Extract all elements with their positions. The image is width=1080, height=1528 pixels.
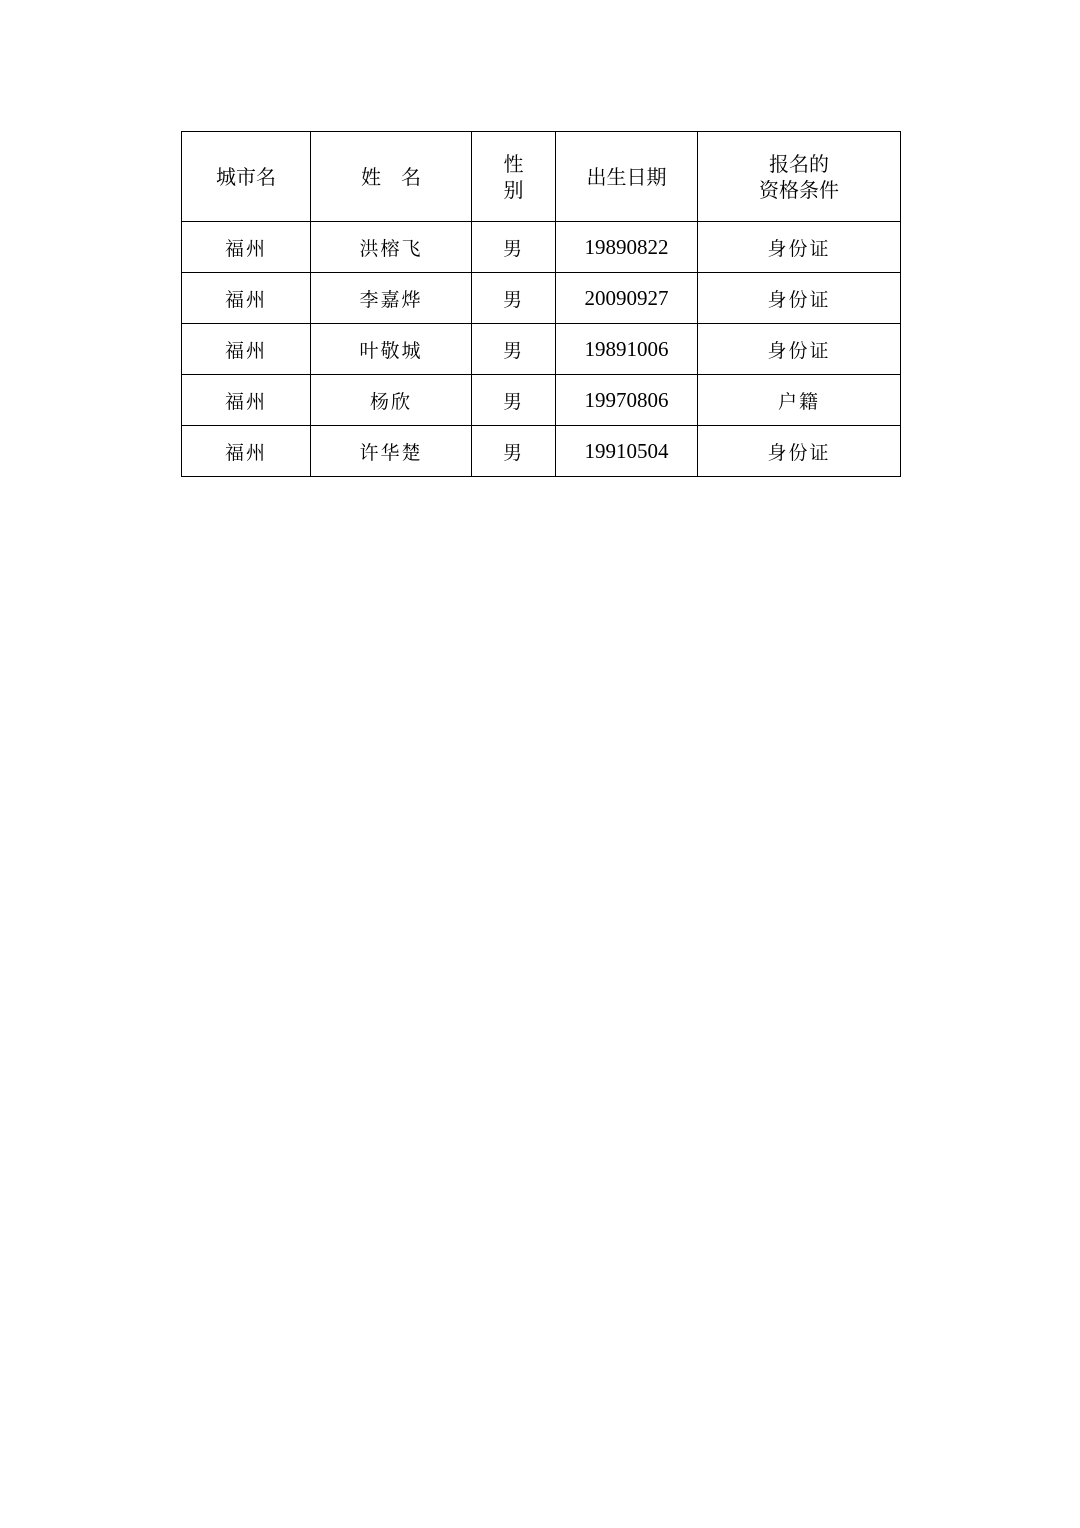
table-row xyxy=(182,375,901,426)
table-row xyxy=(182,324,901,375)
table-row xyxy=(182,273,901,324)
cell-birth: 19970806 xyxy=(556,375,698,426)
header-qualification-line1: 报名的 xyxy=(769,151,829,176)
header-gender xyxy=(472,132,556,222)
cell-name: 杨欣 xyxy=(311,375,472,426)
cell-gender: 男 xyxy=(472,324,556,375)
registration-table xyxy=(181,131,901,477)
cell-gender: 男 xyxy=(472,222,556,273)
cell-qualification: 身份证 xyxy=(698,273,901,324)
table-row xyxy=(182,426,901,477)
cell-birth: 19891006 xyxy=(556,324,698,375)
header-name-label: 姓 名 xyxy=(361,164,421,189)
header-name xyxy=(311,132,472,222)
cell-gender: 男 xyxy=(472,273,556,324)
table-row xyxy=(182,222,901,273)
header-qualification-line2: 资格条件 xyxy=(759,177,839,202)
cell-birth: 19910504 xyxy=(556,426,698,477)
cell-qualification: 身份证 xyxy=(698,324,901,375)
cell-city: 福州 xyxy=(182,273,311,324)
cell-qualification: 户籍 xyxy=(698,375,901,426)
header-row xyxy=(182,132,901,222)
cell-name: 许华楚 xyxy=(311,426,472,477)
header-gender-line2: 别 xyxy=(503,177,524,202)
table-header xyxy=(182,132,901,222)
cell-city: 福州 xyxy=(182,375,311,426)
header-birth: 出生日期 xyxy=(556,132,698,222)
header-qualification xyxy=(698,132,901,222)
cell-city: 福州 xyxy=(182,324,311,375)
header-city: 城市名 xyxy=(182,132,311,222)
cell-qualification: 身份证 xyxy=(698,426,901,477)
cell-qualification: 身份证 xyxy=(698,222,901,273)
cell-name: 叶敬城 xyxy=(311,324,472,375)
cell-birth: 19890822 xyxy=(556,222,698,273)
cell-birth: 20090927 xyxy=(556,273,698,324)
table-body xyxy=(182,222,901,477)
cell-name: 洪榕飞 xyxy=(311,222,472,273)
header-gender-line1: 性 xyxy=(503,151,524,176)
cell-gender: 男 xyxy=(472,426,556,477)
cell-city: 福州 xyxy=(182,222,311,273)
cell-name: 李嘉烨 xyxy=(311,273,472,324)
cell-gender: 男 xyxy=(472,375,556,426)
cell-city: 福州 xyxy=(182,426,311,477)
